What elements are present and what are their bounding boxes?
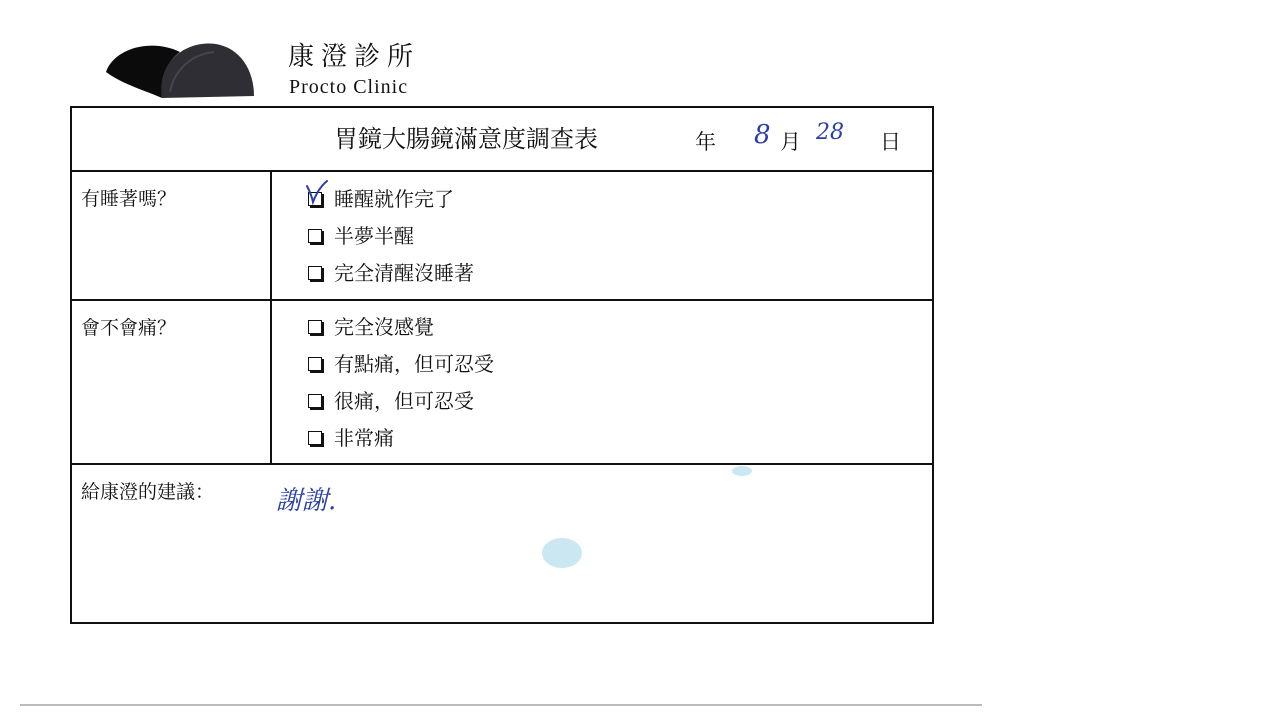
half-moon-logo-icon: [104, 40, 256, 100]
suggestion-label: 給康澄的建議：: [81, 481, 215, 503]
option-pain-4[interactable]: [308, 425, 394, 451]
suggestion-handwritten-text: 謝謝.: [276, 486, 337, 516]
checkbox-icon[interactable]: [308, 320, 322, 334]
checkbox-icon[interactable]: [308, 357, 322, 371]
option-text: 很痛，但可忍受: [334, 389, 474, 413]
option-text: 非常痛: [334, 426, 394, 450]
checkmark-icon: [304, 180, 330, 206]
option-pain-2[interactable]: [308, 351, 494, 377]
option-pain-3[interactable]: [308, 388, 474, 414]
month-label: 月: [780, 130, 801, 154]
day-label: 日: [880, 130, 901, 154]
question-label-sleep: 有睡著嗎？: [81, 188, 177, 210]
scan-speck: [732, 466, 752, 476]
checkbox-icon[interactable]: [308, 266, 322, 280]
clinic-name-zh: 康澄診所: [288, 42, 421, 72]
option-sleep-3[interactable]: [308, 260, 474, 286]
option-text: 半夢半醒: [334, 224, 414, 248]
divider: [72, 463, 932, 465]
divider: [72, 170, 932, 172]
form-title: 胃鏡大腸鏡滿意度調查表: [334, 125, 598, 153]
year-label: 年: [695, 130, 716, 154]
scan-speck: [542, 538, 582, 568]
checkbox-icon[interactable]: [308, 431, 322, 445]
option-pain-1[interactable]: [308, 314, 434, 340]
column-divider: [270, 172, 272, 465]
option-text: 睡醒就作完了: [334, 187, 454, 211]
option-sleep-2[interactable]: [308, 223, 414, 249]
clinic-name-en: Procto Clinic: [289, 76, 409, 98]
divider: [72, 299, 932, 301]
checkbox-icon[interactable]: [308, 229, 322, 243]
option-text: 完全清醒沒睡著: [334, 261, 474, 285]
option-text: 完全沒感覺: [334, 315, 434, 339]
checkbox-icon[interactable]: [308, 394, 322, 408]
page-edge-line: [20, 704, 982, 706]
option-text: 有點痛，但可忍受: [334, 352, 494, 376]
month-value: 8: [754, 120, 771, 150]
question-label-pain: 會不會痛？: [81, 317, 177, 339]
survey-form: [70, 106, 934, 624]
day-value: 28: [816, 120, 844, 145]
